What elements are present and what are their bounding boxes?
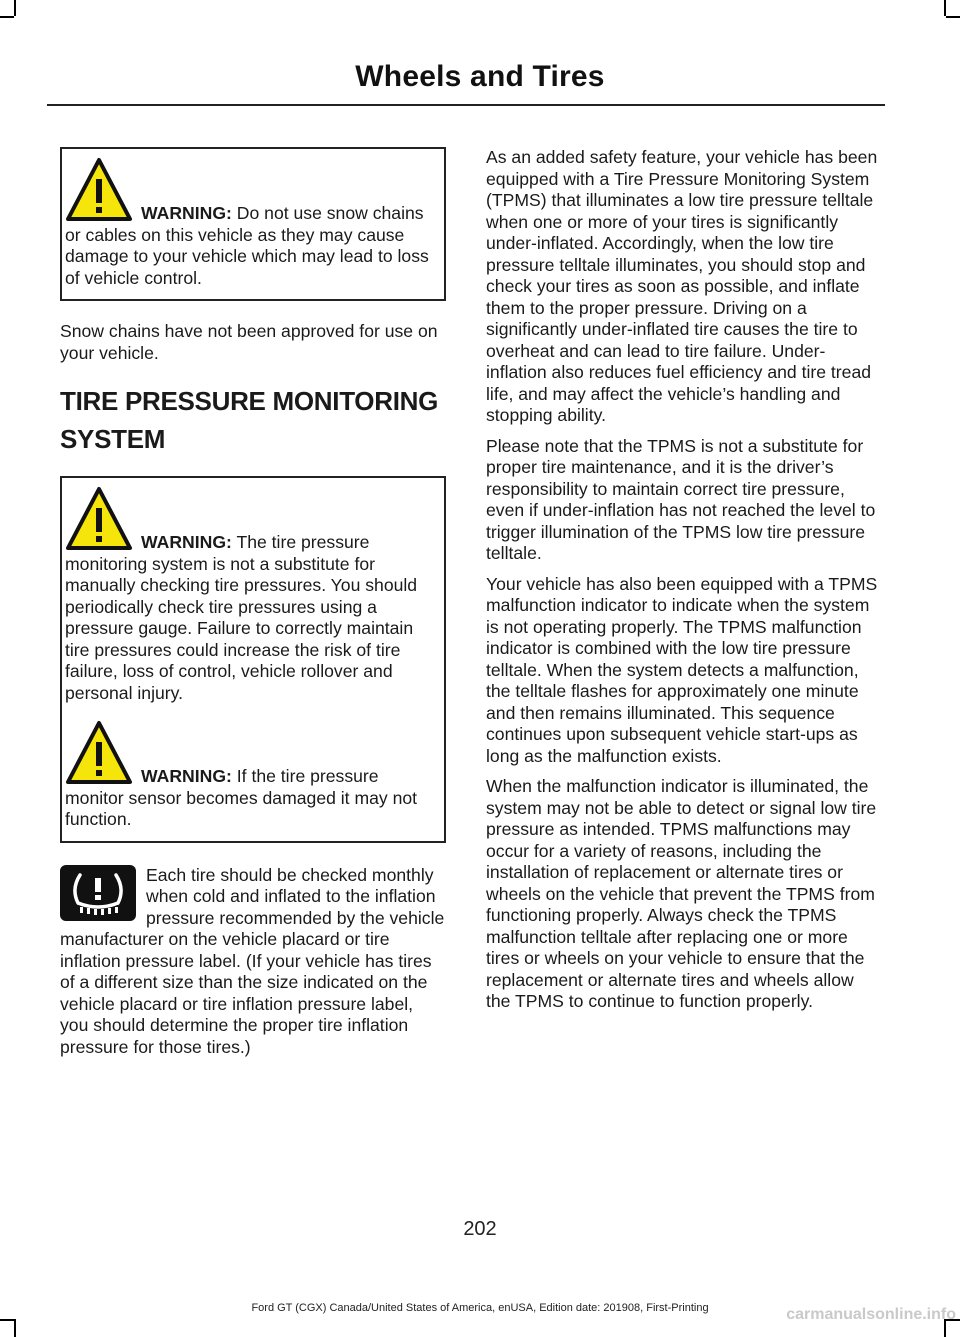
tire-pressure-telltale-icon <box>60 865 136 921</box>
warning-triangle-icon <box>65 718 133 786</box>
crop-mark-top-right-h <box>946 16 960 18</box>
crop-mark-bottom-left-h <box>0 1319 14 1321</box>
page-number: 202 <box>463 1218 497 1240</box>
section-title-line-1: TIRE PRESSURE MONITORING <box>60 386 439 416</box>
warning-label: WARNING: <box>141 203 232 223</box>
header-divider <box>47 104 885 106</box>
warning-label: WARNING: <box>141 766 232 786</box>
right-column <box>486 147 880 1022</box>
paragraph-tire-check: Each tire should be checked monthly when cold and inflated to the inflation pressure recommended by the vehicle manufacturer on the vehicle placard or tire inflation pressure label. (If your vehicle has tires of a different size than the size indicated on the vehicle placard or tire inflation pressure label, you should determine the proper tire inflation pressure for those tires.) <box>60 864 445 1057</box>
warning-label: WARNING: <box>141 532 232 552</box>
paragraph-snow-chains: Snow chains have not been approved for use on your vehicle. <box>60 321 438 363</box>
warning-body: If the tire pressure monitor sensor becomes damaged it may not function. <box>65 766 418 829</box>
page-header-title: Wheels and Tires <box>355 60 605 93</box>
crop-mark-top-right-v <box>944 0 946 16</box>
warning-box-snow-chains <box>60 147 446 301</box>
paragraph-malfunction-illuminated: When the malfunction indicator is illuminated, the system may not be able to detect or signal low tire pressure as intended. TPMS malfunctions may occur for a variety of reasons, including the installation of replacement or alternate tires or wheels on the vehicle that prevent the TPMS from functioning properly. Always check the TPMS malfunction telltale after replacing one or more tires or wheels on your vehicle to ensure that the replacement or alternate tires and wheels allow the TPMS to continue to function properly. <box>486 776 877 1011</box>
crop-mark-top-left-h <box>0 16 14 18</box>
warning-triangle-icon <box>65 155 133 223</box>
footer-edition-note: Ford GT (CGX) Canada/United States of America, enUSA, Edition date: 201908, First-Printing <box>251 1302 709 1314</box>
warning-body: The tire pressure monitoring system is not a substitute for manually checking tire pressures. You should periodically check tire pressures using a pressure gauge. Failure to correctly maintain tire pressures could increase the risk of tire failure, loss of control, vehicle rollover and personal injury. <box>65 532 418 703</box>
watermark: carmanualsonline.info <box>786 1306 956 1323</box>
crop-mark-bottom-left-v <box>14 1319 16 1337</box>
paragraph-malfunction-indicator: Your vehicle has also been equipped with a TPMS malfunction indicator to indicate when the system is not operating properly. The TPMS malfunction indicator is combined with the low tire pressure telltale. When the system detects a malfunction, the telltale flashes for approximately one minute and then remains illuminated. This sequence continues upon subsequent vehicle start-ups as long as the malfunction exists. <box>486 573 878 766</box>
warning-body: Do not use snow chains or cables on this vehicle as they may cause damage to your vehicle which may lead to loss of vehicle control. <box>65 203 429 288</box>
left-column <box>60 147 446 1058</box>
warning-block <box>65 484 440 704</box>
paragraph-tpms-intro: As an added safety feature, your vehicle has been equipped with a Tire Pressure Monitoring System (TPMS) that illuminates a low tire pressure telltale when one or more of your tires is significantly under-inflated. Accordingly, when the low tire pressure telltale illuminates, you should stop and check your tires as soon as possible, and inflate them to the proper pressure. Driving on a significantly under-inflated tire causes the tire to overheat and can lead to tire failure. Under-inflation also reduces fuel efficiency and tire tread life, and may affect the vehicle’s handling and stopping ability. <box>486 147 878 425</box>
section-title-line-2: SYSTEM <box>60 424 166 454</box>
warning-triangle-icon <box>65 484 133 552</box>
section-title <box>60 382 446 458</box>
tpms-check-section <box>60 865 446 1059</box>
warning-block <box>65 155 440 289</box>
warning-box-tpms <box>60 476 446 843</box>
crop-mark-top-left-v <box>14 0 16 16</box>
paragraph-tpms-note: Please note that the TPMS is not a substitute for proper tire maintenance, and it is the driver’s responsibility to maintain correct tire pressure, even if under-inflation has not reached the level to trigger illumination of the TPMS low tire pressure telltale. <box>486 435 876 563</box>
warning-block <box>65 718 440 831</box>
